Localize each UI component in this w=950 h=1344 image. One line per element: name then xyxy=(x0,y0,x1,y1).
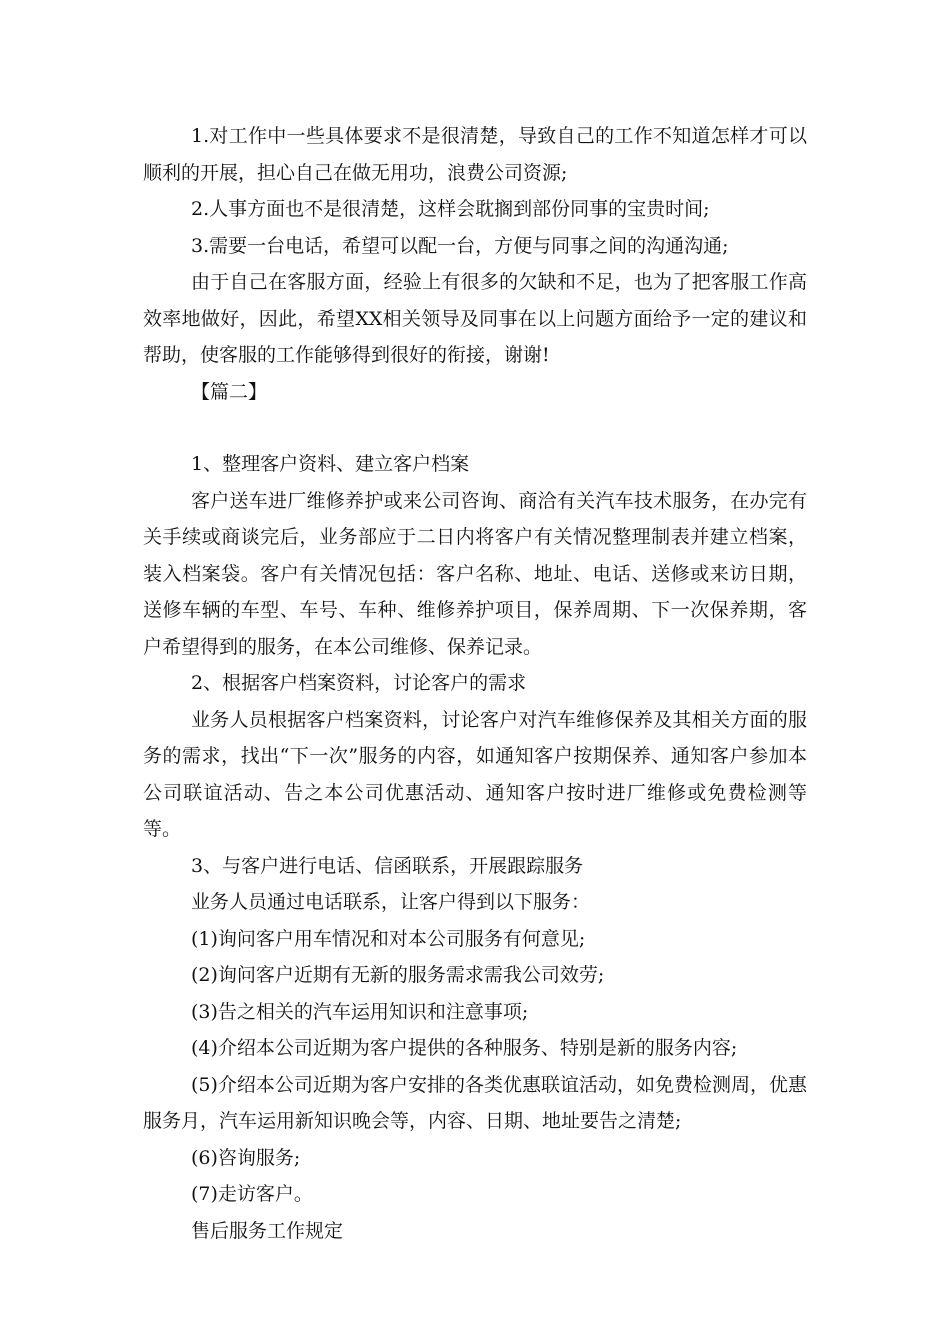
section2-title: 2、根据客户档案资料，讨论客户的需求 xyxy=(191,672,527,694)
service-item: (7)走访客户。 xyxy=(191,1183,313,1205)
part1-closing-paragraph: 由于自己在客服方面，经验上有很多的欠缺和不足，也为了把客服工作高效率地做好，因此，希望XX相关领导及同事在以上问题方面给予一定的建议和帮助，使客服的工作能够得到很好的衔接，谢谢! xyxy=(143,271,807,366)
service-item: (1)询问客户用车情况和对本公司服务有何意见; xyxy=(191,927,586,950)
service-item: (5)介绍本公司近期为客户安排的各类优惠联谊活动，如免费检测周，优惠服务月，汽车运用新知识晚会等，内容、日期、地址要告之清楚; xyxy=(143,1073,807,1132)
section3-intro: 业务人员通过电话联系，让客户得到以下服务： xyxy=(191,891,591,913)
part1-item-3: 3.需要一台电话，希望可以配一台，方便与同事之间的沟通沟通; xyxy=(191,234,729,257)
section3-title: 3、与客户进行电话、信函联系，开展跟踪服务 xyxy=(191,854,584,877)
service-item: (6)咨询服务; xyxy=(191,1146,301,1169)
blank-line xyxy=(143,410,807,446)
section2-body: 业务人员根据客户档案资料，讨论客户对汽车维修保养及其相关方面的服务的需求，找出“下一次”服务的内容，如通知客户按期保养、通知客户参加本公司联谊活动、告之本公司优惠活动、通知客户按时进厂维修或免费检测等等。 xyxy=(143,708,807,840)
document-page xyxy=(143,118,807,1249)
part2-heading: 【篇二】 xyxy=(191,380,268,403)
section1-title: 1、整理客户资料、建立客户档案 xyxy=(191,453,470,475)
part1-item-1: 1.对工作中一些具体要求不是很清楚，导致自己的工作不知道怎样才可以顺利的开展，担心自己在做无用功，浪费公司资源; xyxy=(143,125,807,184)
service-item: (3)告之相关的汽车运用知识和注意事项; xyxy=(191,1000,529,1023)
service-item: (2)询问客户近期有无新的服务需求需我公司效劳; xyxy=(191,964,605,986)
final-title: 售后服务工作规定 xyxy=(191,1219,344,1242)
part1-item-2: 2.人事方面也不是很清楚，这样会耽搁到部份同事的宝贵时间; xyxy=(191,198,710,220)
service-item: (4)介绍本公司近期为客户提供的各种服务、特别是新的服务内容; xyxy=(191,1037,738,1059)
section1-body: 客户送车进厂维修养护或来公司咨询、商洽有关汽车技术服务，在办完有关手续或商谈完后，业务部应于二日内将客户有关情况整理制表并建立档案，装入档案袋。客户有关情况包括：客户名称、地址、电话、送修或来访日期，送修车辆的车型、车号、车种、维修养护项目，保养周期、下一次保养期，客户希望得到的服务，在本公司维修、保养记录。 xyxy=(143,489,807,658)
